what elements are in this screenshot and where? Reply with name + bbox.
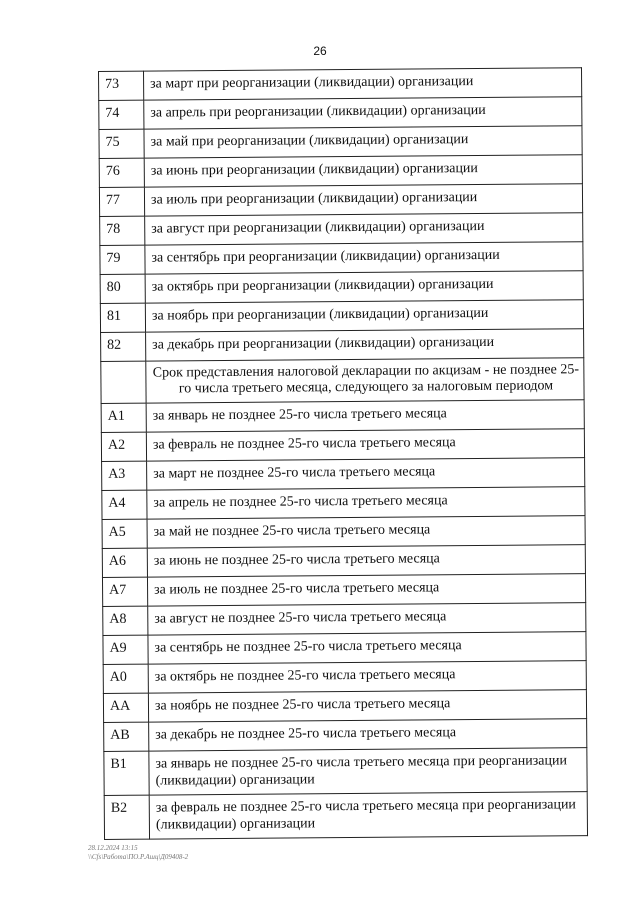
document-footer — [88, 844, 188, 862]
row-code: АА — [103, 693, 148, 722]
table-row — [102, 458, 585, 491]
row-description: за апрель не позднее 25-го числа третьего месяца — [147, 487, 585, 519]
table-row — [99, 97, 582, 130]
row-code: А9 — [103, 635, 148, 664]
codes-table — [98, 67, 588, 840]
row-description: за январь не позднее 25-го числа третьего месяца при реорганизации (ликвидации) организации — [149, 748, 587, 795]
table-row — [99, 126, 582, 159]
row-description: за декабрь при реорганизации (ликвидации) организации — [146, 329, 584, 361]
row-description: за март не позднее 25-го числа третьего месяца — [147, 458, 585, 490]
table-row — [100, 213, 583, 246]
table-row — [104, 748, 587, 796]
table-row — [99, 68, 582, 101]
row-code: 73 — [99, 71, 144, 100]
table-row — [99, 155, 582, 188]
table-row — [99, 184, 582, 217]
table-row — [100, 271, 583, 304]
row-description: за апрель при реорганизации (ликвидации) организации — [144, 97, 582, 129]
table-row — [100, 242, 583, 275]
empty-code-cell — [101, 361, 146, 403]
row-description: за сентябрь не позднее 25-го числа третьего месяца — [148, 632, 586, 664]
table-row — [102, 516, 585, 549]
footer-timestamp: 28.12.2024 13:15 — [88, 844, 138, 852]
row-description: за октябрь при реорганизации (ликвидации) организации — [145, 271, 583, 303]
row-code: 80 — [100, 274, 145, 303]
row-description: за ноябрь не позднее 25-го числа третьего месяца — [148, 690, 586, 722]
section-header-row — [101, 358, 584, 404]
table-row — [104, 792, 587, 840]
row-description: за май не позднее 25-го числа третьего месяца — [147, 516, 585, 548]
table-row — [101, 429, 584, 462]
row-code: А4 — [102, 490, 147, 519]
row-description: за май при реорганизации (ликвидации) организации — [144, 126, 582, 158]
table-row — [103, 690, 586, 723]
row-code: 77 — [99, 187, 144, 216]
table-row — [100, 300, 583, 333]
row-code: 76 — [99, 158, 144, 187]
row-description: за сентябрь при реорганизации (ликвидации) организации — [145, 242, 583, 274]
row-code: А2 — [101, 432, 146, 461]
row-description: за август при реорганизации (ликвидации) организации — [145, 213, 583, 245]
table-row — [103, 632, 586, 665]
row-code: 74 — [99, 100, 144, 129]
row-description: за март при реорганизации (ликвидации) организации — [144, 68, 582, 100]
row-code: АВ — [104, 722, 149, 751]
row-description: за август не позднее 25-го числа третьего месяца — [148, 603, 586, 635]
page-number: 26 — [313, 44, 327, 58]
row-code: А5 — [102, 519, 147, 548]
row-description: за декабрь не позднее 25-го числа третьего месяца — [149, 719, 587, 751]
row-description: за январь не позднее 25-го числа третьего месяца — [146, 400, 584, 432]
table-row — [103, 603, 586, 636]
table-row — [101, 329, 584, 362]
row-description: за июнь при реорганизации (ликвидации) организации — [144, 155, 582, 187]
row-description: за июнь не позднее 25-го числа третьего месяца — [147, 545, 585, 577]
row-description: за февраль не позднее 25-го числа третьего месяца — [146, 429, 584, 461]
table-row — [104, 719, 587, 752]
row-description: за февраль не позднее 25-го числа третьего месяца при реорганизации (ликвидации) организации — [149, 792, 587, 839]
row-code: 79 — [100, 245, 145, 274]
row-code: А1 — [101, 403, 146, 432]
table-row — [102, 545, 585, 578]
footer-file-path: \\Cfs\Работа\ПО.Р.Ашц\Д09408-2 — [88, 853, 189, 861]
row-code: 81 — [100, 303, 145, 332]
row-description: за июль при реорганизации (ликвидации) организации — [144, 184, 582, 216]
row-description: за июль не позднее 25-го числа третьего месяца — [147, 574, 585, 606]
row-code: А0 — [103, 664, 148, 693]
table-row — [103, 661, 586, 694]
table-row — [101, 400, 584, 433]
row-code: 75 — [99, 129, 144, 158]
row-code: А8 — [103, 606, 148, 635]
row-code: А6 — [102, 548, 147, 577]
row-code: В1 — [104, 751, 149, 795]
section-header: Срок представления налоговой декларации по акцизам - не позднее 25-го числа третьего месяца, следующего за налоговым периодом — [146, 358, 584, 403]
row-code: А3 — [102, 461, 147, 490]
row-code: 82 — [101, 332, 146, 361]
table-row — [102, 574, 585, 607]
table-row — [102, 487, 585, 520]
row-description: за ноябрь при реорганизации (ликвидации) организации — [145, 300, 583, 332]
row-code: А7 — [102, 577, 147, 606]
row-description: за октябрь не позднее 25-го числа третьего месяца — [148, 661, 586, 693]
row-code: 78 — [100, 216, 145, 245]
row-code: В2 — [104, 795, 149, 839]
